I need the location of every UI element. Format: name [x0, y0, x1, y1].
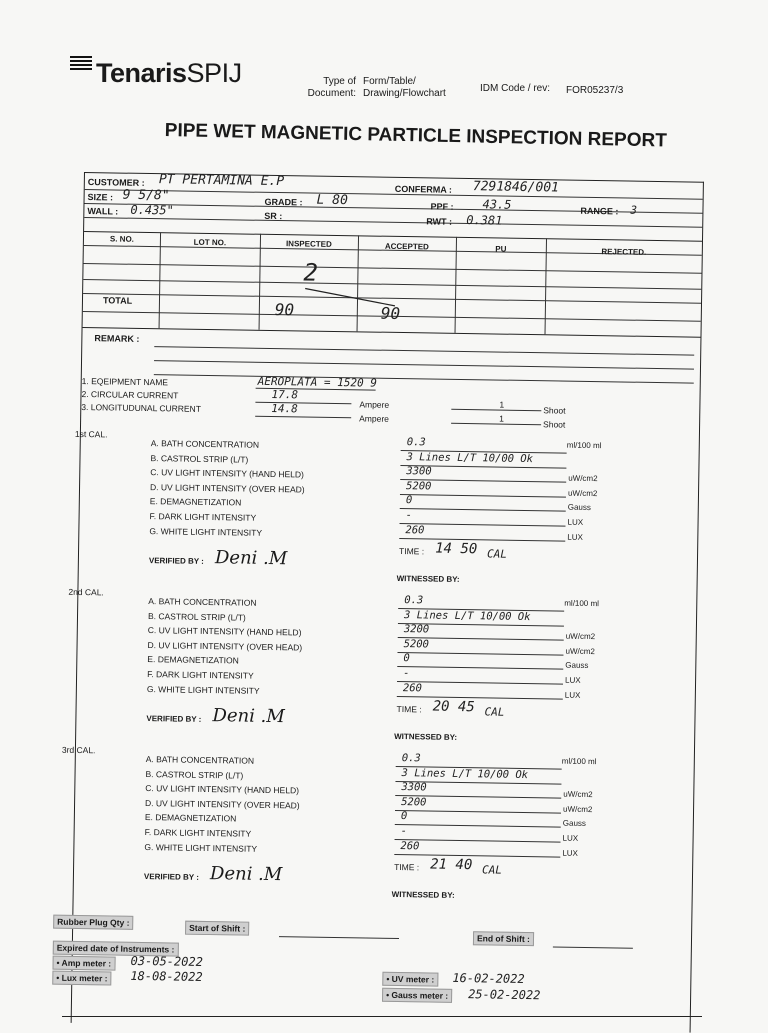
verified-label: VERIFIED BY :	[143, 872, 199, 882]
wall-value: 0.435"	[130, 202, 174, 218]
idm-label: IDM Code / rev:	[480, 83, 551, 94]
uv-meter-label: • UV meter :	[382, 972, 438, 987]
cal-value: 3 Lines L/T 10/00 Ok	[403, 608, 531, 623]
cal-value-line	[400, 508, 566, 512]
size-label: SIZE :	[87, 192, 114, 203]
cal-unit: uW/cm2	[565, 646, 595, 656]
tenaris-logo-mark	[70, 56, 92, 72]
verified-signature: Deni .M	[212, 705, 285, 728]
cal-value: 0	[405, 494, 413, 507]
cal-item-label: F. DARK LIGHT INTENSITY	[147, 669, 254, 681]
page-bottom-border	[62, 1016, 702, 1017]
expired-label: Expired date of Instruments :	[53, 941, 179, 957]
brand-bold: Tenaris	[96, 58, 187, 88]
col-inspected: INSPECTED	[285, 239, 332, 249]
col-pu: PU	[495, 244, 507, 254]
cal-value: 0.3	[401, 752, 421, 765]
cal-item-label: A. BATH CONCENTRATION	[145, 754, 255, 766]
cal-value-line	[395, 824, 561, 828]
cal-value-line	[397, 696, 563, 700]
cal-mark: CAL	[484, 705, 505, 719]
cal-mark: CAL	[481, 863, 503, 877]
cal-item-label: C. UV LIGHT INTENSITY (HAND HELD)	[145, 783, 300, 796]
witnessed-label: WITNESSED BY:	[391, 889, 455, 900]
cal-item-label: D. UV LIGHT INTENSITY (OVER HEAD)	[147, 639, 303, 653]
cal-unit: LUX	[562, 833, 579, 843]
col-accepted: ACCEPTED	[384, 241, 429, 252]
rwt-label: RWT :	[426, 216, 453, 227]
ampere-label: Ampere	[359, 413, 390, 424]
grade-value: L 80	[316, 192, 349, 209]
cal-label: 3rd CAL.	[61, 744, 96, 756]
cal-item-label: B. CASTROL STRIP (L/T)	[150, 452, 249, 465]
cal-value-line	[395, 810, 561, 814]
rwt-value: 0.381	[466, 213, 503, 228]
cal-item-label: E. DEMAGNETIZATION	[149, 496, 242, 508]
gauss-meter-label: • Gauss meter :	[382, 988, 452, 1003]
doc-type-value: Form/Table/ Drawing/Flowchart	[363, 76, 446, 99]
cal-unit: Gauss	[562, 818, 587, 829]
report-form	[56, 172, 704, 1033]
conferma-value: 7291846/001	[472, 179, 560, 196]
cal-value: 260	[402, 681, 423, 694]
cal-unit: Gauss	[565, 661, 589, 671]
cal-unit: LUX	[564, 690, 581, 700]
size-value: 9 5/8"	[122, 187, 170, 204]
verified-label: VERIFIED BY :	[148, 556, 204, 566]
cal-item-label: G. WHITE LIGHT INTENSITY	[149, 525, 263, 538]
ampere-label: Ampere	[359, 399, 390, 410]
witnessed-label: WITNESSED BY:	[394, 731, 458, 742]
lux-meter-value: 18-08-2022	[130, 968, 203, 984]
tenaris-logo	[96, 58, 242, 89]
cal-item-label: B. CASTROL STRIP (L/T)	[147, 610, 246, 623]
shoot-label: Shoot	[543, 419, 566, 430]
conferma-label: CONFERMA :	[394, 183, 453, 195]
cal-value-line	[399, 538, 565, 542]
cal-value: 0	[400, 810, 408, 823]
row-mark: 2	[303, 258, 319, 287]
cal-unit: ml/100 ml	[566, 440, 602, 451]
cal-time: 14 50	[435, 540, 478, 558]
cal-item-label: B. CASTROL STRIP (L/T)	[145, 768, 244, 781]
cal-item-label: C. UV LIGHT INTENSITY (HAND HELD)	[147, 625, 302, 638]
remark-label: REMARK :	[94, 333, 140, 344]
lux-meter-label: • Lux meter :	[52, 971, 111, 986]
start-shift-label: Start of Shift :	[185, 921, 249, 936]
col-sno: S. NO.	[109, 234, 135, 244]
cal-value: 5200	[403, 637, 430, 651]
ppf-label: PPF :	[430, 201, 454, 212]
longitudinal-value: 14.8	[271, 401, 298, 416]
time-label: TIME :	[399, 545, 425, 557]
cal-time: 20 45	[432, 698, 475, 716]
cal-value-line	[397, 652, 563, 656]
cal-value: 260	[405, 523, 425, 536]
shoot-count: 1	[499, 399, 505, 410]
idm-value: FOR05237/3	[566, 85, 624, 96]
cal-unit: ml/100 ml	[561, 756, 597, 767]
verified-label: VERIFIED BY :	[146, 714, 202, 724]
col-rejected: REJECTED.	[601, 247, 647, 257]
shoot-label: Shoot	[543, 405, 566, 416]
cal-unit: LUX	[562, 848, 578, 858]
range-label: RANGE :	[580, 205, 619, 217]
cal-item-label: C. UV LIGHT INTENSITY (HAND HELD)	[150, 467, 305, 480]
verified-signature: Deni .M	[214, 547, 288, 570]
customer-label: CUSTOMER :	[87, 177, 145, 188]
cal-item-label: D. UV LIGHT INTENSITY (OVER HEAD)	[149, 481, 305, 495]
ppf-value: 43.5	[482, 197, 512, 212]
amp-meter-label: • Amp meter :	[52, 956, 115, 971]
equipment-item: 2. CIRCULAR CURRENT	[81, 388, 179, 401]
cal-item-label: E. DEMAGNETIZATION	[147, 654, 239, 666]
cal-unit: uW/cm2	[563, 789, 593, 800]
total-accepted: 90	[380, 303, 401, 323]
rubber-plug-label: Rubber Plug Qty :	[53, 915, 133, 930]
shoot-count: 1	[499, 413, 504, 424]
equipment-item: 1. EQEIPMENT NAME	[81, 375, 169, 388]
cal-item-label: G. WHITE LIGHT INTENSITY	[146, 683, 260, 696]
cal-unit: uW/cm2	[567, 488, 598, 498]
cal-item-label: G. WHITE LIGHT INTENSITY	[144, 841, 258, 854]
cal-value: -	[403, 667, 410, 680]
circular-value: 17.8	[271, 387, 299, 402]
range-value: 3	[630, 203, 638, 217]
cal-item-label: F. DARK LIGHT INTENSITY	[149, 511, 257, 523]
col-lot: LOT NO.	[193, 237, 227, 248]
brand-light: SPIJ	[186, 58, 242, 88]
cal-value: 5200	[406, 479, 432, 493]
cal-value: 3200	[403, 623, 430, 636]
cal-value: 3300	[406, 465, 432, 478]
cal-value-line	[394, 854, 560, 858]
cal-unit: uW/cm2	[565, 631, 596, 642]
cal-label: 1st CAL.	[74, 428, 108, 440]
end-shift-label: End of Shift :	[473, 931, 534, 946]
grade-label: GRADE :	[264, 196, 303, 208]
cal-value: 5200	[401, 795, 427, 809]
cal-value: 260	[400, 839, 420, 852]
witnessed-label: WITNESSED BY:	[396, 573, 460, 584]
cal-item-label: E. DEMAGNETIZATION	[144, 812, 237, 824]
cal-value: 3 Lines L/T 10/00 Ok	[401, 766, 529, 781]
cal-value: 3 Lines L/T 10/00 Ok	[406, 450, 534, 465]
equipment-list	[81, 375, 201, 416]
cal-unit: Gauss	[567, 503, 591, 513]
cal-value: -	[405, 509, 413, 522]
cal-value: 3300	[401, 781, 427, 794]
cal-mark: CAL	[486, 547, 508, 561]
time-label: TIME :	[396, 703, 422, 715]
cal-value: 0.3	[404, 594, 424, 607]
time-label: TIME :	[394, 861, 420, 873]
cal-value-line	[397, 666, 563, 670]
cal-time: 21 40	[430, 856, 473, 874]
cal-value: 0.3	[406, 436, 426, 449]
cal-unit: ml/100 ml	[564, 598, 600, 609]
cal-item-label: A. BATH CONCENTRATION	[148, 596, 257, 608]
doc-type-label: Type of Document:	[307, 76, 356, 99]
cal-item-label: A. BATH CONCENTRATION	[150, 438, 260, 450]
total-label: TOTAL	[102, 295, 133, 306]
amp-meter-value: 03-05-2022	[130, 953, 203, 969]
cal-unit: LUX	[565, 675, 581, 685]
wall-label: WALL :	[87, 206, 119, 217]
cal-value: -	[400, 825, 408, 838]
report-title: PIPE WET MAGNETIC PARTICLE INSPECTION REPORT	[164, 120, 668, 152]
cal-unit: LUX	[567, 517, 584, 527]
cal-item-label: D. UV LIGHT INTENSITY (OVER HEAD)	[145, 797, 300, 811]
cal-value: 0	[403, 652, 410, 665]
uv-meter-value: 16-02-2022	[452, 970, 525, 987]
cal-value-line	[400, 494, 566, 498]
equipment-name-value: AEROPLATA = 1520 9	[257, 374, 378, 390]
cal-unit: LUX	[567, 532, 583, 542]
cal-unit: uW/cm2	[562, 804, 593, 814]
verified-signature: Deni .M	[209, 863, 283, 886]
cal-unit: uW/cm2	[568, 473, 598, 484]
equipment-item: 3. LONGITUDUNAL CURRENT	[81, 401, 202, 414]
customer-value: PT PERTAMINA E.P	[158, 172, 285, 190]
total-inspected: 90	[274, 300, 295, 320]
cal-label: 2nd CAL.	[68, 586, 104, 598]
gauss-meter-value: 25-02-2022	[468, 987, 541, 1003]
cal-item-label: F. DARK LIGHT INTENSITY	[144, 827, 252, 839]
sr-label: SR :	[264, 210, 283, 222]
